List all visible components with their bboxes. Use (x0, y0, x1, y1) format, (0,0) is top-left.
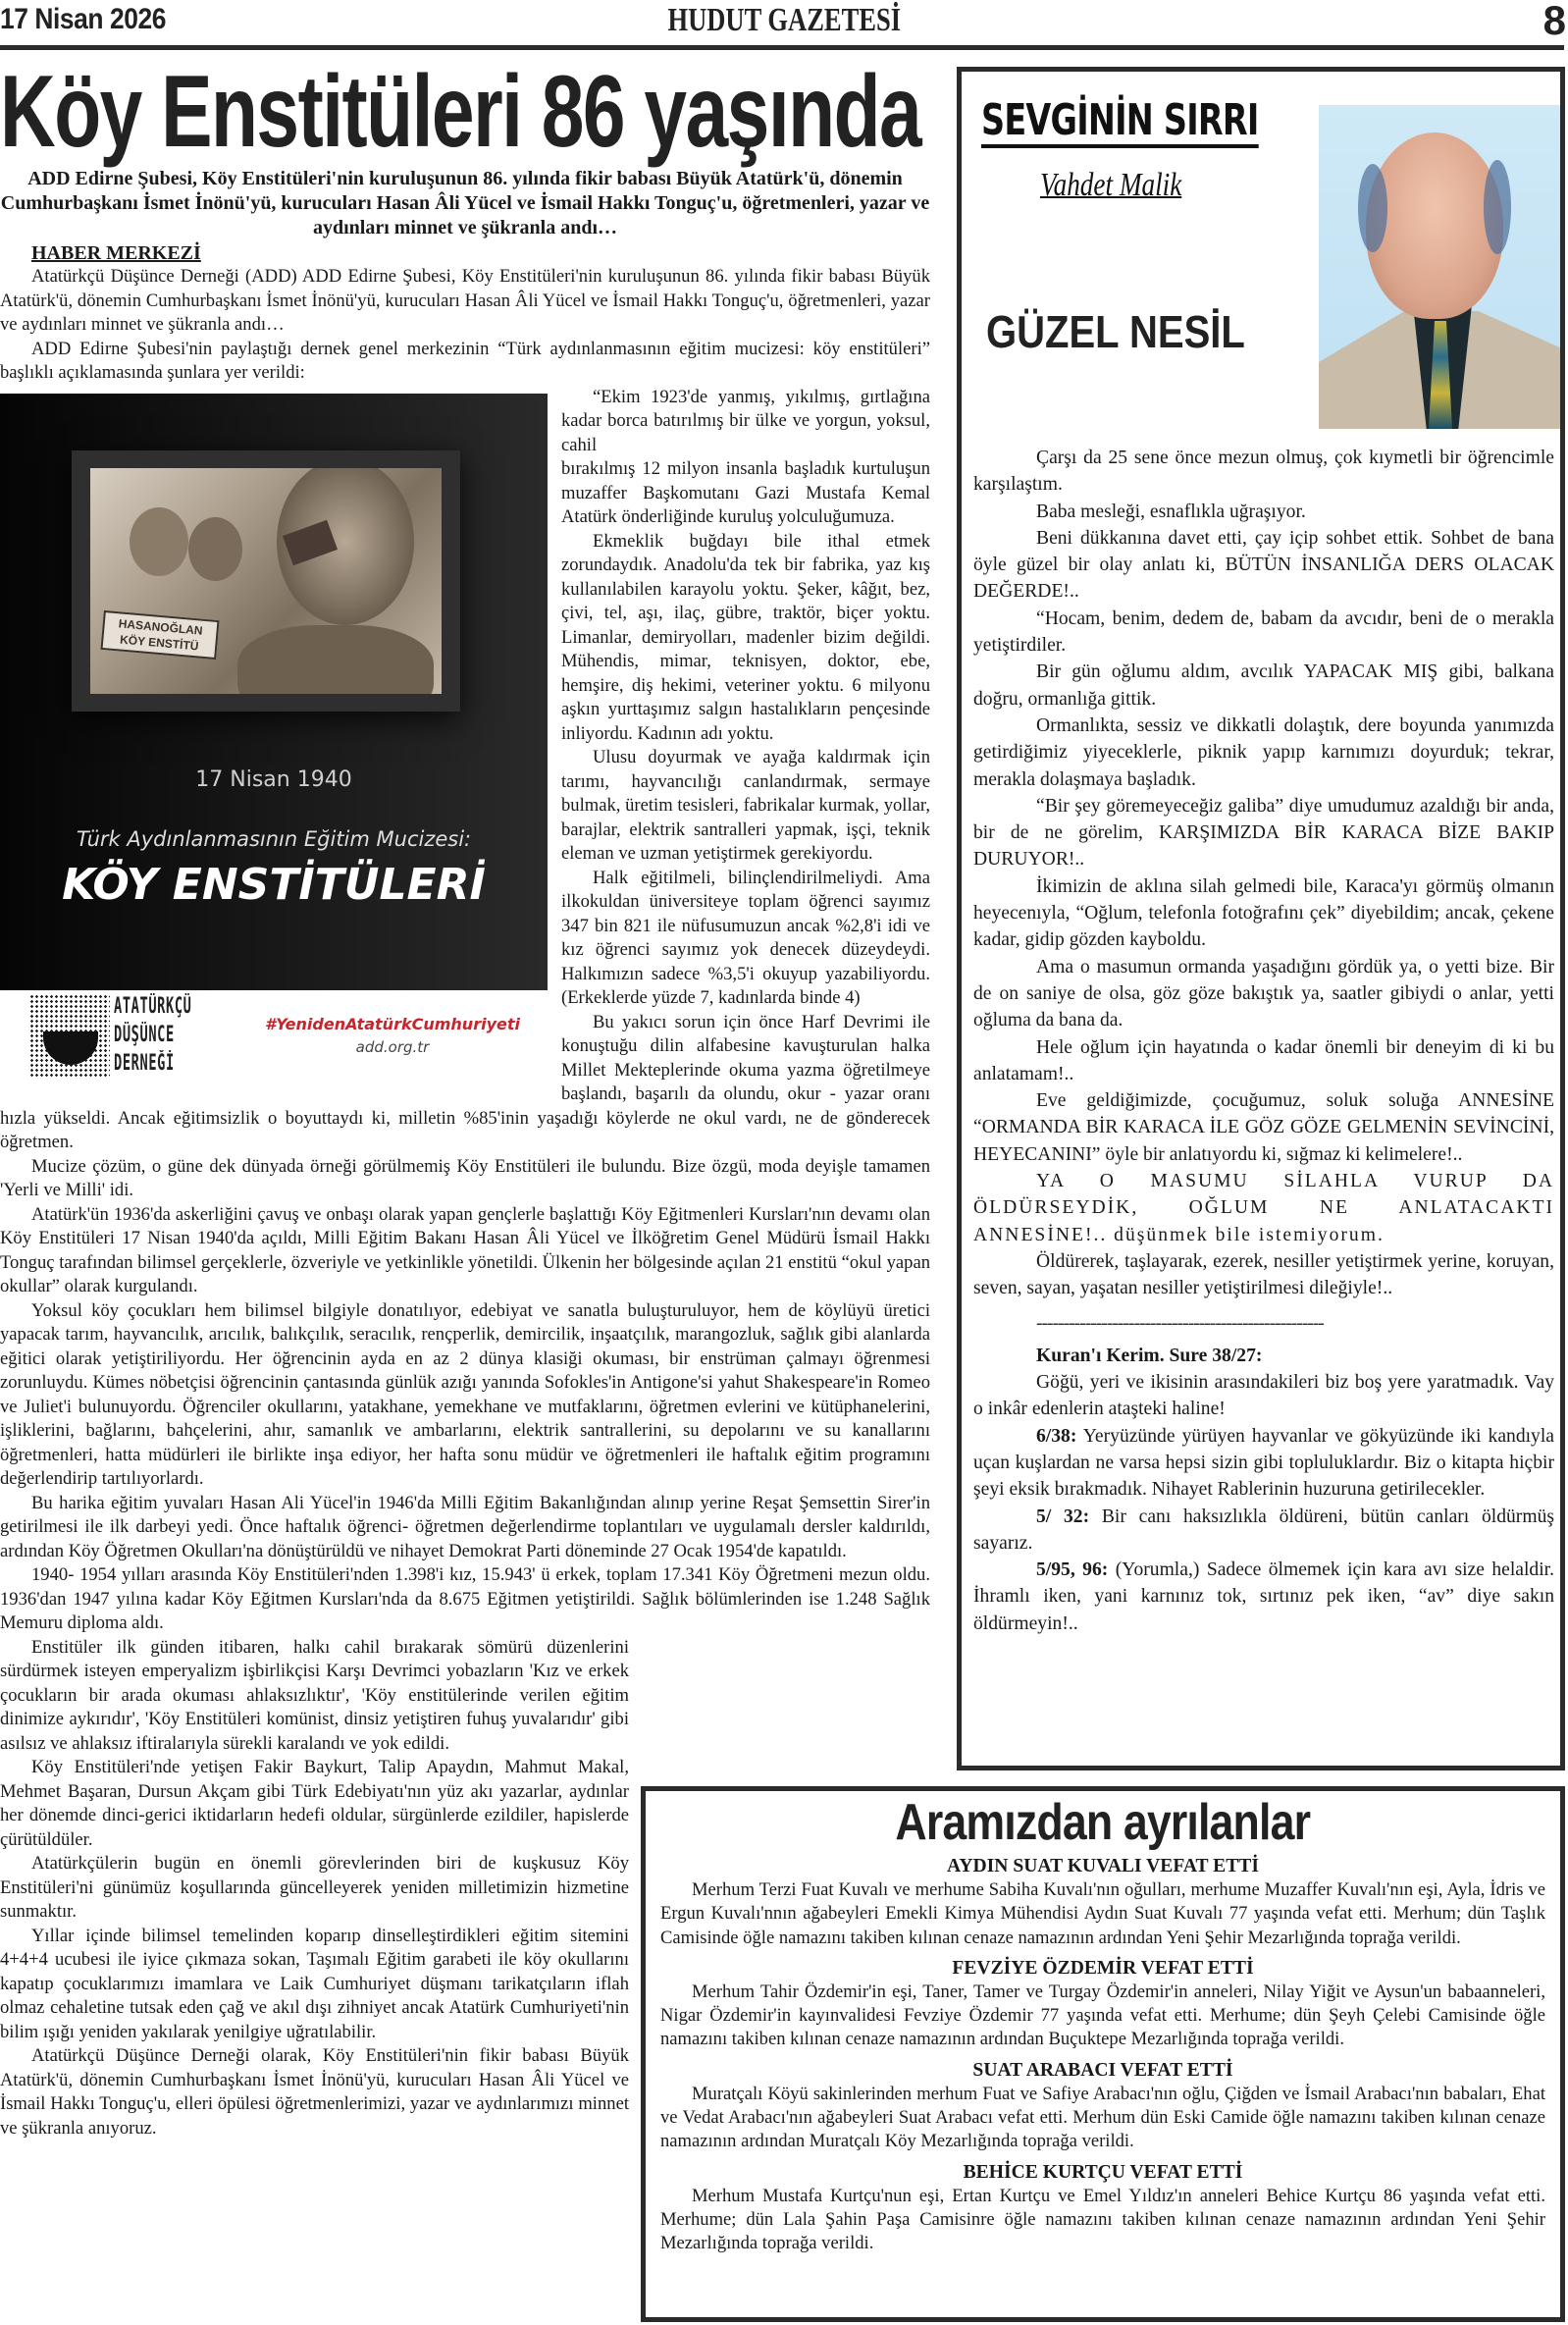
article-paragraph: Yıllar içinde bilimsel temelinden koparıp dinselleştirdikleri eğitim sitemini 4+4+4 ucubesi ile iyice çıkmaza sokan, Taşımalı Eğitim garabeti ile köy okullarını kapatıp çocuklarımızı imamlara ve Laik Cumhuriyet düşmanı tarikatçıların iflah olmaz cehaletine tutsak eden çağ ve akıl dışı zihniyet ancak Atatürk Cumhuriyeti'nin bilim ışığı yeniden yakılarak yenilgiye uğratılabilir. (0, 1925, 629, 2042)
verse-ref: 6/38: (1036, 1425, 1077, 1447)
obituaries-title: Aramızdan ayrılanlar (895, 1794, 1311, 1851)
quran-heading-text: Kuran'ı Kerim. Sure 38/27: (1036, 1345, 1263, 1366)
column-title: GÜZEL NESİL (986, 306, 1245, 357)
add-logo-icon (29, 994, 110, 1079)
logo-line-wrap (114, 992, 232, 1021)
verse (973, 1557, 1554, 1637)
column-paragraph: Eve geldiğimizde, çocuğumuz, soluk soluğa ANNESİNE “ORMANDA BİR KARACA İLE GÖZ GÖZE GELMENİN SEVİNCİNİ, HEYECANINI” öyle bir anlatıyordu ki, sığmaz ki kelimelere!.. (973, 1090, 1554, 1165)
column-paragraph: YA O MASUMU SİLAHLA VURUP DA ÖLDÜRSEYDİK, OĞLUM NE ANLATACAKTI ANNESİNE!.. düşünmek bile istemiyorum. (973, 1171, 1554, 1245)
newspaper-name: HUDUT GAZETESİ (667, 2, 901, 38)
article-subhead: ADD Edirne Şubesi, Köy Enstitüleri'nin kuruluşunun 86. yılında fikir babası Büyük Atatürk'ü, dönemin Cumhurbaşkanı İsmet İnönü'yü, kurucuları Hasan Âli Yücel ve İsmail Hakkı Tonguç'u, öğretmenleri, yazar ve aydınları minnet ve şükranla andı… (0, 168, 930, 238)
verse (973, 1504, 1554, 1558)
article-paragraph: 1940- 1954 yılları arasında Köy Enstitüleri'nden 1.398'i kız, 15.943' ü erkek, toplam 17.341 Köy Öğretmeni mezun oldu. 1936'dan 1947 yılına kadar Köy Eğitmen Kursları'nda da 8.675 Eğitmen yetiştirildi. Sağlık bölümlerinden ise 1.248 Sağlık Memuru diploma aldı. (0, 1564, 930, 1633)
page-number: 8 (1542, 0, 1566, 43)
article-paragraph: Yoksul köy çocukları hem bilimsel bilgiyle donatılıyor, edebiyat ve sanatla buluşturuluyor, hem de köylüyü üretici yapacak tarım, hayvancılık, arıcılık, balıkçılık, seracılık, rençperlik, demircilik, inşaatçılık, marangozluk, sağlık gibi alanlarda eğitici olarak yetiştiriliyordu. Her öğrencinin ayda en az 2 dünya klasiği okuması, bir enstrüman çalmayı öğrenmesi zorunluydu. Kümes nöbetçisi öğrencinin çantasında günlük azığı yanında Sofokles'in Antigone'si yahut Shakespeare'in Romeo ve Juliet'i bulunuyordu. Öğrenciler okullarını, yatakhane, yemekhane ve mutfaklarını, öğretmen evlerini ve kütüphanelerini, işliklerini, bağlarını, bahçelerini, ahır, samanlık ve ambarlarını, elektrik santrallerini, su depolarını ve su kanallarını öğretmenleri, hatta müdürleri ile birlikte inşa ediyor, her hafta sonu müdür ve öğretmenleri ile haftalık eğitim programını değerlendirip tartılıyorlardı. (0, 1299, 930, 1489)
article-paragraph: Ulusu doyurmak ve ayağa kaldırmak için tarımı, hayvancılığı canlandırmak, sermaye bulmak, üretim tesisleri, fabrikalar kurmak, yollar, barajlar, elektrik santralleri yapmak, işçi, teknik eleman ve uzman yetiştirmek gerekiyordu. (561, 747, 930, 864)
article-headline: Köy Enstitüleri 86 yaşında (0, 59, 921, 169)
column-body (973, 445, 1554, 1637)
logo-line-wrap (114, 1021, 232, 1049)
figure-shape (130, 507, 188, 576)
verse-ref: 5/ 32: (1036, 1506, 1090, 1527)
article-paragraph: “Ekim 1923'de yanmış, yıkılmış, gırtlağına kadar borca batırılmış bir ülke ve yorgun, yoksul, cahil (561, 386, 930, 455)
verse-text: (Yorumla,) Sadece ölmemek için kara avı size helaldir. İhramlı iken, yani karnınız tok, sırtınız pek iken, “av” diye sakın öldürmeyin!.. (973, 1559, 1555, 1634)
column-paragraph: Çarşı da 25 sene önce mezun olmuş, çok kıymetli bir öğrencimle karşılaştım. (973, 448, 1554, 496)
article-paragraph: Mucize çözüm, o güne dek dünyada örneği görülmemiş Köy Enstitüleri ile bulundu. Bize özgü, moda deyişle tamamen 'Yerli ve Milli' idi. (0, 1155, 930, 1200)
feature-image (0, 394, 548, 990)
column-paragraph: İkimizin de aklına silah gelmedi bile, Karaca'yı görmüş olmanın heyecenıyla, “Oğlum, telefonla fotoğrafını çek” diyebildim; ancak, çekene kadar, gidip gözden kayboldu. (973, 875, 1554, 951)
column-paragraph: Öldürerek, taşlayarak, ezerek, nesiller yetiştirmek yerine, koruyan, seven, sayan, yaşatan nesiller yetiştirilmesi dileğiyle!.. (973, 1250, 1554, 1299)
article-paragraph: bırakılmış 12 milyon insanla başladık kurtuluşun muzaffer Başkomutanı Gazi Mustafa Kemal Atatürk önderliğinde kuruluş yolculuğumuza. (561, 458, 930, 527)
head-shape (1366, 132, 1503, 319)
obituary-text: Merhum Mustafa Kurtçu'nun eşi, Ertan Kurtçu ve Emel Yıldız'ın anneleri Behice Kurtçu 86 yaşında vefat etti. Merhume; dün Lala Şahin Paşa Camisinre öğle namazını takiben kılınan cenaze namazının ardından Yeni Şehir Mezarlığında toprağa verildi. (660, 2185, 1545, 2254)
website-url: add.org.tr (355, 1037, 430, 1056)
column-series-title: SEVGİNİN SIRRI (981, 97, 1259, 148)
obituary-entry (660, 1854, 1545, 1950)
column-paragraph: Hele oğlum için hayatında o kadar önemli bir deneyim di ki bu anlatamam!.. (973, 1036, 1554, 1084)
article-paragraph: Atatürkçü Düşünce Derneği (ADD) ADD Edirne Şubesi, Köy Enstitüleri'nin kuruluşunun 86. yılında fikir babası Büyük Atatürk'ü, dönemin Cumhurbaşkanı İsmet İnönü'yü, kurucuları Hasan Âli Yücel ve İsmail Hakkı Tonguç'u, öğretmenleri, yazar ve aydınları minnet ve şükranla andı… (0, 266, 930, 335)
article-paragraph: Halk eğitilmeli, bilinçlendirilmeliydi. Ama ilkokuldan üniversiteye toplam öğrenci sayımız 347 bin 821 ile nüfusumuzun ancak %2,8'i idi ve kız öğrenci sayımız yok denecek düzeydeydi. Halkımızın sadece %3,5'i okuyup yazabiliyordu. (Erkeklerde yüzde 7, kadınlarda binde 4) (561, 867, 930, 1008)
logo-line-wrap (114, 1049, 232, 1078)
logo-line: DÜŞÜNCE (114, 1022, 175, 1047)
logo-line: ATATÜRKÇÜ (114, 993, 192, 1019)
obituary-name: FEVZİYE ÖZDEMİR VEFAT ETTİ (952, 1957, 1254, 1979)
hashtag: #YenidenAtatürkCumhuriyeti (265, 1014, 520, 1033)
opinion-column (957, 67, 1565, 1770)
verse-text: Yeryüzünde yürüyen hayvanlar ve gökyüzünde iki kandıyla uçan kuşlardan ne varsa hepsi sizin gibi topluluklardır. Biz o kitapta hiçbir şeyi eksik bırakmadık. Nihayet Rablerinin huzuruna getirilecekler. (973, 1425, 1554, 1501)
column-author: Vahdet Malik (1040, 167, 1182, 203)
obituary-name: BEHİCE KURTÇU VEFAT ETTİ (963, 2161, 1243, 2183)
add-logo-strip (0, 990, 548, 1083)
column-paragraph: Bir gün oğlumu aldım, avcılık YAPACAK MIŞ gibi, balkana doğru, ormanlığa gittik. (973, 661, 1554, 710)
obituary-list (646, 1854, 1560, 2256)
article-paragraph: Atatürk'ün 1936'da askerliğini çavuş ve onbaşı olarak yapan gençlerle başlattığı Köy Eğitmenleri Kursları'nın devamı olan Köy Enstitüleri 17 Nisan 1940'da açıldı, Milli Eğitim Bakanı Hasan Âli Yücel ve İlköğretim Genel Müdürü İsmail Hakkı Tonguç tarafından bilimsel gerçeklerle, özveriyle ve yetkinlikle yönetildi. Ülkenin her bölgesinde açılan 21 enstitü “okul yapan okullar” olarak kurgulandı. (0, 1203, 930, 1296)
article-headline-wrap (0, 59, 930, 169)
column-paragraph: Ama o masumun ormanda yaşadığını gördük ya, o yetti bize. Bir de on saniye de olsa, göz göze bakıştık ya, saatler gibiydi o anlar, yetti oğluma da bana da. (973, 956, 1554, 1031)
article-paragraph: ADD Edirne Şubesi'nin paylaştığı dernek genel merkezinin “Türk aydınlanmasının eğitim mucizesi: köy enstitüleri” başlıklı açıklamasında şunlara yer verildi: (0, 338, 930, 383)
field-shape (237, 625, 434, 694)
article-paragraph: Ekmeklik buğdayı bile ithal etmek zorundaydık. Anadolu'da tek bir fabrika, yaz kış kullanılabilen karayolu yoktu. Şeker, kâğıt, bez, çivi, tel, aşı, ilaç, gübre, traktör, biçer yoktu. Limanlar, demiryolları, madenler bizim değildi. Mühendis, mimar, teknisyen, doktor, ebe, hemşire, diş hekimi, veteriner yoktu. 6 milyonu aşkın yurttaşımız salgın hastalıkların pençesinde inliyordu. Kadının adı yoktu. (561, 530, 930, 744)
add-logo-text (114, 992, 232, 1078)
column-author-wrap (1040, 166, 1305, 209)
image-date: 17 Nisan 1940 (195, 766, 352, 792)
image-title: KÖY ENSTİTÜLERİ (62, 859, 486, 910)
column-paragraph: Baba mesleği, esnaflıkla uğraşıyor. (1036, 501, 1306, 522)
issue-date: 17 Nisan 2026 (0, 3, 166, 35)
article-paragraph: Köy Enstitüleri'nde yetişen Fakir Baykurt, Talip Apaydın, Mahmut Makal, Mehmet Başaran, Dursun Akçam gibi Türk Edebiyatı'nın yüz akı yazarlar, aydınlar her dönemde dinci-gerici iktidarların hedefi oldular, sürgünlerde ezildiler, hapislerde çürütüldüler. (0, 1757, 629, 1850)
article-paragraph: Bu yakıcı sorun için önce Harf Devrimi ile konuştuğu dilin alfabesine kavuşturulan halka Millet Mekteplerinde okuma yazma öğretilmeye başlandı, başarılı da olundu, okur - yazar oranı hızla yükseldi. Ancak eğitimsizlik o boyuttaydı ki, milletin %85'inin yaşadığı köylerde ne okul vardı, ne de gönderecek öğretmen. (0, 1011, 930, 1152)
obituary-entry (660, 2160, 1545, 2256)
obituaries-title-wrap (646, 1793, 1560, 1854)
obituaries-section (641, 1786, 1565, 2322)
obituary-name: SUAT ARABACI VEFAT ETTİ (972, 2059, 1233, 2081)
obituary-text: Merhum Terzi Fuat Kuvalı ve merhume Sabiha Kuvalı'nın oğulları, merhume Muzaffer Kuvalı'nın eşi, Ayla, İdris ve Ergun Kuvalı'nnın ağabeyleri Emekli Kimya Mühendisi Aydın Suat Kuvalı 77 yaşında vefat etti. Merhum; dün Taşlık Camisinde öğle namazını takiben kılınan cenaze namazının ardından Yeni Şehir Mezarlığında toprağa verildi. (660, 1879, 1545, 1948)
institute-sign: HASANOĞLAN KÖY ENSTİTÜ (100, 609, 219, 659)
article-paragraph: Enstitüler ilk günden itibaren, halkı cahil bırakarak sömürü düzenlerini sürdürmek isteyen emperyalizm işbirlikçisi Karşı Devrimci yobazların 'Kız ve erkek çocukların bir arada okuması ahlaksızlıktır', 'Köy enstitülerinde verilen eğitim dinimize aykırıdır', 'Köy Enstitüleri komünist, dinsiz yetiştiren fuhuş yuvalarıdır' gibi asılsız ve ahlaksız iftiralarıyla sürekli karalandı ve yok edildi. (0, 1636, 629, 1754)
figure-shape (188, 517, 242, 581)
column-paragraph: “Bir şey göremeyeceğiz galiba” diye umudumuz azaldığı bir anda, bir de ne görelim, KARŞIMIZDA BİR KARACA BİZE BAKIP DURUYOR!.. (973, 795, 1554, 871)
divider-line: ----------------------------------------------------- (1036, 1312, 1324, 1334)
column-paragraph: Ormanlıkta, sessiz ve dikkatli dolaştık, dere boyunda yanımızda getirdiğimiz yiyeceklerle, piknik yapıp karnımızı doyurduk; tekrar, merakla dolaşmaya başladık. (973, 714, 1554, 790)
obituary-entry (660, 2058, 1545, 2154)
hair-shape (1358, 164, 1387, 252)
feature-figure (0, 394, 548, 1083)
masthead (0, 0, 1568, 51)
historic-photo-collage (90, 468, 442, 694)
logo-face-shape (43, 1031, 98, 1065)
article-paragraph: Atatürkçülerin bugün en önemli görevlerinden biri de kuşkusuz Köy Enstitüleri'ni günümüz koşullarında güncelleyerek yeniden milletimizin hizmetine sunmaktır. (0, 1853, 629, 1922)
article-paragraph: Bu harika eğitim yuvaları Hasan Ali Yücel'in 1946'da Milli Eğitim Bakanlığından alınıp yerine Reşat Şemsettin Sirer'in getirilmesi ile ilk darbeyi yedi. Önce haftalık öğrenci- öğretmen değerlendirme toplantıları ve uygulamalı dersler kaldırıldı, ardından Köy Öğretmen Okulları'na dönüştürüldü ve nihayet Demokrat Parti döneminde 27 Ocak 1954'de kapatıldı. (0, 1492, 930, 1561)
quran-heading (973, 1343, 1554, 1369)
column-series-title-wrap (981, 97, 1305, 150)
article-byline: HABER MERKEZİ (31, 242, 201, 264)
logo-line: DERNEĞİ (114, 1050, 175, 1076)
column-paragraph: “Hocam, benim, dedem de, babam da avcıdır, beni de o merakla yetiştirdiler. (973, 608, 1554, 657)
newspaper-name-wrap (589, 2, 979, 39)
picture-frame (72, 450, 460, 712)
verse-text: Bir canı haksızlıkla öldüreni, bütün canları öldürmüş sayarız. (973, 1506, 1554, 1554)
verse-ref: 5/95, 96: (1036, 1559, 1109, 1581)
quran-text: Göğü, yeri ve ikisinin arasındakileri biz boş yere yaratmadık. Vay o inkâr edenlerin ataşteki haline! (973, 1372, 1554, 1420)
obituary-name: AYDIN SUAT KUVALI VEFAT ETTİ (947, 1856, 1259, 1876)
article-paragraph: Atatürkçü Düşünce Derneği olarak, Köy Enstitüleri'nin fikir babası Büyük Atatürk'ü, dönemin Cumhurbaşkanı İsmet İnönü'yü, kurucuları Hasan Âli Yücel ve İsmail Hakkı Tonguç'u, elleri öpülesi öğretmenlerimizi, yazar ve aydınlarımızı minnet ve şükranla anıyoruz. (0, 2045, 629, 2139)
column-title-wrap (986, 305, 1310, 360)
obituary-text: Merhum Tahir Özdemir'in eşi, Taner, Tamer ve Turgay Özdemir'in anneleri, Nilay Yiğit ve Aysun'un babaanneleri, Nigar Özdemir'in kayınvalidesi Fevziye Özdemir 77 yaşında vefat etti. Merhume; dün Şeyh Çelebi Camisinde öğle namazını takiben kılınan cenaze namazının ardından Buçuktepe Mezarlığında toprağa verildi. (660, 1981, 1545, 2050)
masthead-rule (0, 45, 1564, 50)
obituary-text: Muratçalı Köyü sakinlerinden merhum Fuat ve Safiye Arabacı'nın oğlu, Çiğden ve İsmail Arabacı'nın babaları, Ehat ve Vedat Arabacı'nın ağabeyleri Suat Arabacı vefat etti. Merhum dün Eski Camide öğle namazını takiben kılınan cenaze namazının ardından Muratçalı Köy Mezarlığında toprağa verildi. (660, 2083, 1545, 2152)
obituary-entry (660, 1956, 1545, 2052)
column-paragraph: Beni dükkanına davet etti, çay içip sohbet ettik. Sohbet de bana öyle güzel bir olay anlatı ki, BÜTÜN İNSANLIĞA DERS OLACAK DEĞERDE!.. (973, 527, 1554, 603)
verse (973, 1423, 1554, 1504)
image-subtitle: Türk Aydınlanmasının Eğitim Mucizesi: (76, 826, 472, 851)
author-photo (1319, 105, 1564, 429)
hair-shape (1484, 160, 1511, 254)
